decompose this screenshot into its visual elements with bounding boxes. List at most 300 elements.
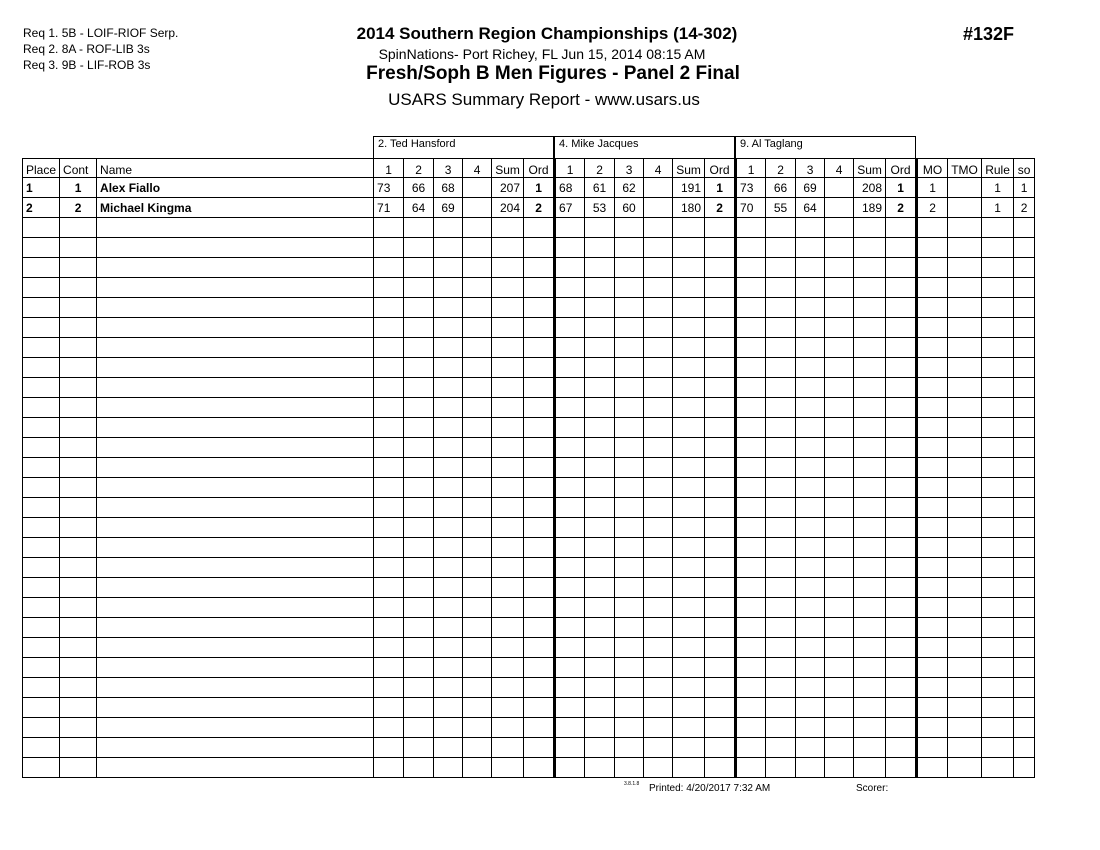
- judge-2-score-2-cell: [585, 318, 615, 338]
- rule-cell: [982, 698, 1014, 718]
- judge-1-ord-cell: [524, 678, 555, 698]
- competition-title: 2014 Southern Region Championships (14-302): [356, 24, 738, 43]
- judge-2-score-3-cell: [615, 518, 644, 538]
- cont-cell: [60, 458, 97, 478]
- judge-1-sum-cell: [492, 258, 524, 278]
- so-cell: [1014, 318, 1035, 338]
- judge-1-score-3-cell: [434, 238, 463, 258]
- cont-cell: [60, 618, 97, 638]
- judge-2-sum-cell: [673, 718, 705, 738]
- table-row: [23, 338, 1035, 358]
- judge-3-ord-cell: [886, 258, 917, 278]
- judge-1-ord-cell: [524, 758, 555, 778]
- judge-1-sum-cell: [492, 338, 524, 358]
- judge-1-score-4-cell: [463, 178, 492, 198]
- tmo-cell: [948, 558, 982, 578]
- tmo-cell: [948, 438, 982, 458]
- judge-1-ord-cell: [524, 638, 555, 658]
- judge-1-sum-cell: [492, 678, 524, 698]
- judge-3-ord-cell: [886, 498, 917, 518]
- judge-2-score-1-cell: [555, 738, 585, 758]
- table-row: [23, 678, 1035, 698]
- judge-1-score-2-cell: [404, 518, 434, 538]
- so-cell: [1014, 638, 1035, 658]
- judge-2-score-4-cell: [644, 358, 673, 378]
- judge-2-score-1-cell: [555, 338, 585, 358]
- col-j3-3: 3: [796, 159, 825, 178]
- judge-1-score-3-cell: [434, 518, 463, 538]
- so-cell: [1014, 718, 1035, 738]
- place-cell: [23, 538, 60, 558]
- mo-cell: 2: [917, 198, 948, 218]
- rule-cell: 1: [982, 178, 1014, 198]
- place-cell: [23, 258, 60, 278]
- requirement-3: Req 3. 9B - LIF-ROB 3s: [23, 58, 151, 72]
- judge-1-score-2-cell: [404, 438, 434, 458]
- judge-2-score-1-cell: [555, 298, 585, 318]
- judge-3-score-1-cell: [736, 338, 766, 358]
- name-cell: [97, 318, 374, 338]
- judge-2-score-3-cell: [615, 438, 644, 458]
- judge-3-score-2-cell: [766, 418, 796, 438]
- judge-3-score-1-cell: [736, 398, 766, 418]
- judge-1-ord-cell: [524, 498, 555, 518]
- judge-1-ord-cell: [524, 618, 555, 638]
- judge-3-ord-cell: [886, 638, 917, 658]
- judge-1-score-3-cell: [434, 718, 463, 738]
- name-cell: [97, 638, 374, 658]
- judge-3-score-3-cell: [796, 738, 825, 758]
- tmo-cell: [948, 338, 982, 358]
- judge-3-sum-cell: [854, 498, 886, 518]
- judge-3-sum-cell: [854, 558, 886, 578]
- judge-1-ord-cell: [524, 478, 555, 498]
- judge-3-score-4-cell: [825, 538, 854, 558]
- judge-2-score-2-cell: [585, 718, 615, 738]
- rule-cell: [982, 398, 1014, 418]
- judge-1-score-1-cell: 71: [374, 198, 404, 218]
- judge-3-score-4-cell: [825, 378, 854, 398]
- rule-cell: [982, 678, 1014, 698]
- judge-3-score-1-cell: [736, 658, 766, 678]
- place-cell: [23, 698, 60, 718]
- judge-2-score-1-cell: [555, 718, 585, 738]
- place-cell: [23, 218, 60, 238]
- judge-2-score-4-cell: [644, 218, 673, 238]
- judge-3-score-4-cell: [825, 458, 854, 478]
- judge-1-score-4-cell: [463, 738, 492, 758]
- judge-3-ord-cell: [886, 238, 917, 258]
- judge-2-ord-cell: [705, 558, 736, 578]
- rule-cell: [982, 318, 1014, 338]
- cont-cell: [60, 638, 97, 658]
- judge-1-ord-cell: [524, 218, 555, 238]
- judge-2-score-2-cell: [585, 738, 615, 758]
- judge-3-ord-cell: [886, 278, 917, 298]
- cont-cell: [60, 698, 97, 718]
- judge-1-score-4-cell: [463, 398, 492, 418]
- judge-3-ord-cell: [886, 578, 917, 598]
- judge-3-score-3-cell: [796, 238, 825, 258]
- judge-3-score-1-cell: [736, 698, 766, 718]
- judge-3-score-1-cell: [736, 558, 766, 578]
- judge-3-score-4-cell: [825, 618, 854, 638]
- table-row: [23, 618, 1035, 638]
- judge-1-score-2-cell: [404, 718, 434, 738]
- col-j1-2: 2: [404, 159, 434, 178]
- judge-2-score-2-cell: [585, 498, 615, 518]
- judge-1-score-1-cell: [374, 358, 404, 378]
- rule-cell: [982, 758, 1014, 778]
- event-title: Fresh/Soph B Men Figures - Panel 2 Final: [366, 63, 740, 84]
- judge-3-score-4-cell: [825, 738, 854, 758]
- judge-2-score-1-cell: [555, 618, 585, 638]
- judge-1-score-1-cell: [374, 498, 404, 518]
- judge-1-ord-cell: [524, 698, 555, 718]
- judge-3-sum-cell: [854, 578, 886, 598]
- judge-1-score-4-cell: [463, 718, 492, 738]
- judge-1-score-4-cell: [463, 658, 492, 678]
- judge-2-ord-cell: [705, 618, 736, 638]
- judge-2-sum-cell: [673, 438, 705, 458]
- judge-1-score-2-cell: [404, 218, 434, 238]
- judge-1-sum-cell: [492, 558, 524, 578]
- judge-2-score-2-cell: [585, 238, 615, 258]
- judge-1-score-2-cell: [404, 678, 434, 698]
- mo-cell: [917, 618, 948, 638]
- judge-2-score-2-cell: 53: [585, 198, 615, 218]
- judge-1-score-2-cell: [404, 498, 434, 518]
- judge-1-sum-cell: [492, 478, 524, 498]
- name-cell: [97, 438, 374, 458]
- judge-1-score-1-cell: [374, 518, 404, 538]
- location-datetime: SpinNations- Port Richey, FL Jun 15, 2014 08:15 AM: [378, 46, 706, 62]
- judge-1-score-2-cell: [404, 478, 434, 498]
- judge-2-score-3-cell: [615, 298, 644, 318]
- table-row: [23, 278, 1035, 298]
- judge-3-sum-cell: [854, 538, 886, 558]
- name-cell: [97, 538, 374, 558]
- scorer-label: Scorer:: [856, 783, 889, 794]
- judge-3-ord-cell: [886, 298, 917, 318]
- judge-2-score-1-cell: [555, 258, 585, 278]
- event-number: #132F: [963, 24, 1015, 44]
- table-row: [23, 718, 1035, 738]
- name-cell: [97, 338, 374, 358]
- judge-2-score-4-cell: [644, 698, 673, 718]
- judge-2-sum-cell: 191: [673, 178, 705, 198]
- judge-3-sum-cell: 208: [854, 178, 886, 198]
- place-cell: [23, 478, 60, 498]
- judge-3-ord-cell: [886, 598, 917, 618]
- report-title: USARS Summary Report - www.usars.us: [388, 90, 700, 109]
- judge-2-score-2-cell: [585, 358, 615, 378]
- judge-1-ord-cell: [524, 558, 555, 578]
- judge-3-sum-cell: [854, 758, 886, 778]
- rule-cell: [982, 338, 1014, 358]
- judge-1-score-4-cell: [463, 278, 492, 298]
- judge-1-sum-cell: [492, 758, 524, 778]
- judge-2-ord-cell: [705, 598, 736, 618]
- judge-2-score-4-cell: [644, 578, 673, 598]
- judge-2-score-1-cell: [555, 638, 585, 658]
- place-cell: [23, 498, 60, 518]
- judge-1-score-4-cell: [463, 758, 492, 778]
- judge-3-sum-cell: [854, 298, 886, 318]
- cont-cell: [60, 578, 97, 598]
- judge-2-score-4-cell: [644, 238, 673, 258]
- judge-1-score-3-cell: [434, 318, 463, 338]
- so-cell: [1014, 598, 1035, 618]
- judge-2-ord-cell: [705, 518, 736, 538]
- judge-1-score-2-cell: [404, 398, 434, 418]
- judge-1-ord-cell: [524, 438, 555, 458]
- judge-2-score-2-cell: [585, 458, 615, 478]
- judge-3-score-4-cell: [825, 218, 854, 238]
- judge-1-score-4-cell: [463, 678, 492, 698]
- judge-2-score-3-cell: [615, 398, 644, 418]
- judge-3-ord-cell: [886, 738, 917, 758]
- judge-2-ord-cell: [705, 698, 736, 718]
- judge-3-score-4-cell: [825, 338, 854, 358]
- judge-2-score-4-cell: [644, 678, 673, 698]
- mo-cell: [917, 518, 948, 538]
- judge-3-header: 9. Al Taglang: [735, 136, 916, 158]
- judge-1-sum-cell: [492, 398, 524, 418]
- col-j3-4: 4: [825, 159, 854, 178]
- judge-1-score-1-cell: [374, 238, 404, 258]
- judge-1-ord-cell: [524, 738, 555, 758]
- judge-2-ord-cell: [705, 638, 736, 658]
- judge-2-score-3-cell: [615, 638, 644, 658]
- judge-1-score-4-cell: [463, 358, 492, 378]
- judge-2-score-1-cell: [555, 518, 585, 538]
- judge-1-score-3-cell: [434, 538, 463, 558]
- judge-2-score-1-cell: [555, 698, 585, 718]
- judge-1-score-1-cell: [374, 298, 404, 318]
- judge-3-score-4-cell: [825, 578, 854, 598]
- rule-cell: 1: [982, 198, 1014, 218]
- judge-3-score-2-cell: [766, 218, 796, 238]
- judge-3-score-2-cell: [766, 258, 796, 278]
- judge-1-ord-cell: [524, 378, 555, 398]
- judge-2-score-1-cell: [555, 218, 585, 238]
- judge-2-score-1-cell: [555, 498, 585, 518]
- judge-1-score-4-cell: [463, 618, 492, 638]
- judge-3-score-2-cell: [766, 398, 796, 418]
- table-row: [23, 218, 1035, 238]
- judge-3-score-4-cell: [825, 438, 854, 458]
- judge-3-ord-cell: [886, 418, 917, 438]
- judge-3-score-1-cell: [736, 298, 766, 318]
- mo-cell: [917, 678, 948, 698]
- judge-2-score-3-cell: 62: [615, 178, 644, 198]
- judge-2-sum-cell: [673, 378, 705, 398]
- cont-cell: 2: [60, 198, 97, 218]
- place-cell: [23, 678, 60, 698]
- rule-cell: [982, 258, 1014, 278]
- mo-cell: [917, 738, 948, 758]
- judge-1-score-2-cell: [404, 278, 434, 298]
- judge-1-score-1-cell: [374, 418, 404, 438]
- judge-2-score-2-cell: [585, 278, 615, 298]
- judge-3-score-2-cell: [766, 278, 796, 298]
- judge-2-sum-cell: [673, 218, 705, 238]
- judge-2-score-2-cell: [585, 518, 615, 538]
- judge-3-score-4-cell: [825, 638, 854, 658]
- judge-1-ord-cell: [524, 518, 555, 538]
- judge-3-score-4-cell: [825, 598, 854, 618]
- tmo-cell: [948, 618, 982, 638]
- judge-2-score-4-cell: [644, 438, 673, 458]
- cont-cell: [60, 558, 97, 578]
- judge-1-score-3-cell: [434, 218, 463, 238]
- judge-1-sum-cell: [492, 518, 524, 538]
- judge-1-score-2-cell: [404, 698, 434, 718]
- judge-3-score-1-cell: [736, 538, 766, 558]
- judge-3-score-1-cell: [736, 618, 766, 638]
- col-j1-ord: Ord: [524, 159, 555, 178]
- cont-cell: [60, 758, 97, 778]
- judge-3-sum-cell: [854, 258, 886, 278]
- judge-3-score-1-cell: [736, 438, 766, 458]
- judge-2-score-2-cell: [585, 598, 615, 618]
- judge-3-score-4-cell: [825, 478, 854, 498]
- tmo-cell: [948, 278, 982, 298]
- col-place: Place: [23, 159, 60, 178]
- mo-cell: [917, 318, 948, 338]
- place-cell: [23, 358, 60, 378]
- judge-2-score-4-cell: [644, 538, 673, 558]
- judge-1-sum-cell: [492, 378, 524, 398]
- judge-1-score-2-cell: [404, 578, 434, 598]
- so-cell: [1014, 518, 1035, 538]
- judge-1-ord-cell: [524, 598, 555, 618]
- judge-1-score-3-cell: [434, 298, 463, 318]
- judge-3-ord-cell: [886, 398, 917, 418]
- judge-2-score-1-cell: [555, 438, 585, 458]
- judge-1-score-3-cell: [434, 638, 463, 658]
- judge-3-score-4-cell: [825, 198, 854, 218]
- rule-cell: [982, 358, 1014, 378]
- judge-2-sum-cell: [673, 258, 705, 278]
- judge-3-score-2-cell: 66: [766, 178, 796, 198]
- judge-1-score-3-cell: [434, 358, 463, 378]
- judge-3-score-2-cell: [766, 298, 796, 318]
- col-j2-ord: Ord: [705, 159, 736, 178]
- cont-cell: [60, 318, 97, 338]
- judge-1-score-1-cell: [374, 338, 404, 358]
- judge-3-score-1-cell: [736, 458, 766, 478]
- judge-2-score-3-cell: [615, 538, 644, 558]
- mo-cell: [917, 418, 948, 438]
- judge-1-score-4-cell: [463, 258, 492, 278]
- table-row: [23, 238, 1035, 258]
- judge-3-score-2-cell: [766, 478, 796, 498]
- table-row: [23, 638, 1035, 658]
- judge-3-score-4-cell: [825, 258, 854, 278]
- judge-3-score-2-cell: [766, 718, 796, 738]
- judge-1-sum-cell: [492, 718, 524, 738]
- judge-2-sum-cell: [673, 578, 705, 598]
- judge-3-ord-cell: [886, 618, 917, 638]
- judge-1-ord-cell: [524, 318, 555, 338]
- so-cell: [1014, 298, 1035, 318]
- name-cell: [97, 218, 374, 238]
- judge-2-ord-cell: [705, 338, 736, 358]
- judge-2-score-3-cell: [615, 478, 644, 498]
- judge-1-score-4-cell: [463, 378, 492, 398]
- place-cell: [23, 398, 60, 418]
- rule-cell: [982, 578, 1014, 598]
- judge-2-score-1-cell: [555, 398, 585, 418]
- judge-3-score-3-cell: [796, 638, 825, 658]
- judge-2-score-3-cell: [615, 578, 644, 598]
- so-cell: [1014, 538, 1035, 558]
- judge-2-score-2-cell: [585, 658, 615, 678]
- judge-3-score-3-cell: [796, 718, 825, 738]
- name-cell: [97, 698, 374, 718]
- judge-1-ord-cell: [524, 238, 555, 258]
- judge-1-sum-cell: 204: [492, 198, 524, 218]
- col-j1-sum: Sum: [492, 159, 524, 178]
- judge-1-sum-cell: [492, 218, 524, 238]
- judge-3-ord-cell: [886, 478, 917, 498]
- judge-3-ord-cell: [886, 538, 917, 558]
- judge-1-score-3-cell: [434, 278, 463, 298]
- name-cell: [97, 658, 374, 678]
- tmo-cell: [948, 398, 982, 418]
- judge-2-score-3-cell: [615, 738, 644, 758]
- judge-2-score-1-cell: [555, 658, 585, 678]
- so-cell: 1: [1014, 178, 1035, 198]
- judge-1-ord-cell: [524, 278, 555, 298]
- judge-3-score-4-cell: [825, 718, 854, 738]
- judge-2-score-3-cell: [615, 698, 644, 718]
- judge-3-sum-cell: [854, 718, 886, 738]
- so-cell: [1014, 738, 1035, 758]
- judge-3-score-2-cell: [766, 758, 796, 778]
- judge-3-sum-cell: [854, 678, 886, 698]
- judge-3-score-3-cell: [796, 378, 825, 398]
- judge-3-sum-cell: [854, 418, 886, 438]
- cont-cell: [60, 418, 97, 438]
- judge-1-ord-cell: [524, 578, 555, 598]
- tmo-cell: [948, 578, 982, 598]
- col-j3-ord: Ord: [886, 159, 917, 178]
- judge-1-score-2-cell: [404, 638, 434, 658]
- judge-2-header: 4. Mike Jacques: [554, 136, 735, 158]
- judge-3-ord-cell: [886, 218, 917, 238]
- judge-1-score-4-cell: [463, 438, 492, 458]
- rule-cell: [982, 718, 1014, 738]
- tmo-cell: [948, 658, 982, 678]
- judge-1-score-3-cell: [434, 398, 463, 418]
- judge-1-score-4-cell: [463, 238, 492, 258]
- judge-1-sum-cell: [492, 458, 524, 478]
- judge-3-score-2-cell: 55: [766, 198, 796, 218]
- col-tmo: TMO: [948, 159, 982, 178]
- judge-2-score-3-cell: [615, 618, 644, 638]
- judge-3-score-2-cell: [766, 458, 796, 478]
- cont-cell: [60, 238, 97, 258]
- name-cell: [97, 578, 374, 598]
- judge-3-score-1-cell: [736, 258, 766, 278]
- judge-1-score-3-cell: [434, 418, 463, 438]
- judge-1-score-1-cell: [374, 478, 404, 498]
- table-row: [23, 198, 1035, 218]
- rule-cell: [982, 598, 1014, 618]
